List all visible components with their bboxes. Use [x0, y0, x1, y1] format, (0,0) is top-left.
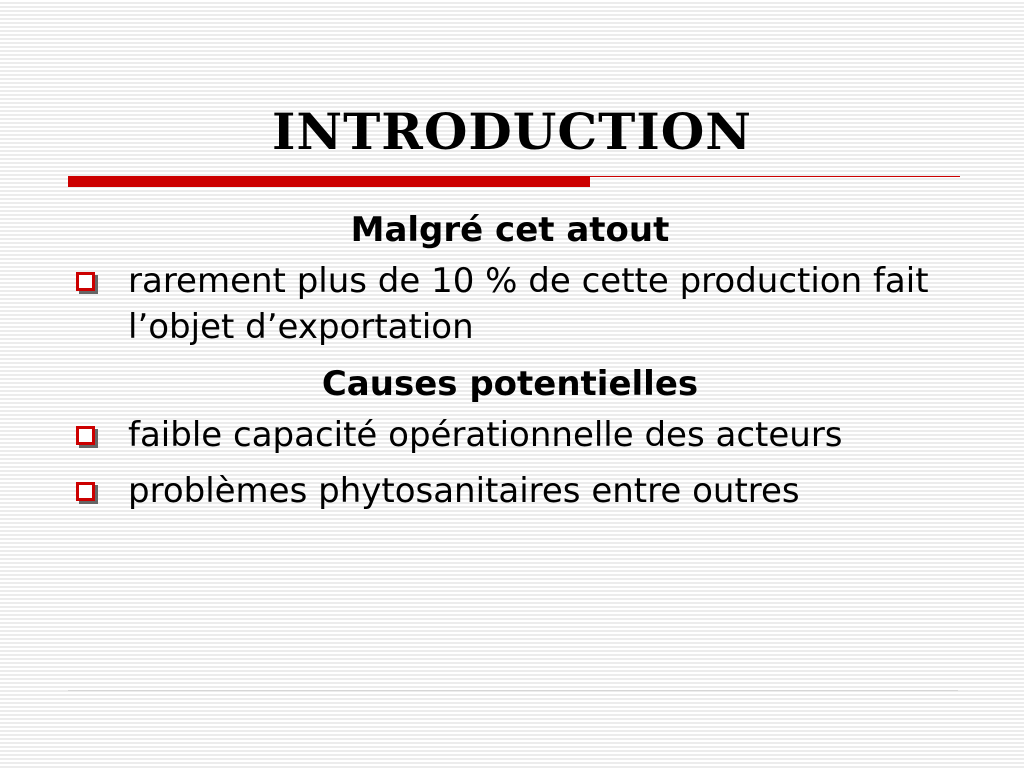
- checkbox-square-icon: [76, 426, 95, 445]
- bullet-text: faible capacité opérationnelle des acteurs: [128, 415, 843, 455]
- slide-title: INTRODUCTION: [271, 102, 753, 161]
- bullet-text: rarement plus de 10 % de cette production fait l’objet d’exportation: [128, 261, 929, 347]
- footer-divider: [68, 690, 958, 691]
- checkbox-square-icon: [76, 272, 95, 291]
- title-underline-thick: [68, 176, 590, 187]
- slide-body: [70, 206, 950, 524]
- checkbox-square-icon: [76, 482, 95, 501]
- bullet-item: [70, 468, 950, 514]
- bullet-text: problèmes phytosanitaires entre outres: [128, 471, 800, 511]
- section-heading-causes: Causes potentielles: [321, 364, 699, 404]
- bullet-item: [70, 258, 950, 350]
- section-heading-malgre: Malgré cet atout: [350, 210, 670, 250]
- bullet-item: [70, 412, 950, 458]
- title-underline-thin: [590, 176, 960, 177]
